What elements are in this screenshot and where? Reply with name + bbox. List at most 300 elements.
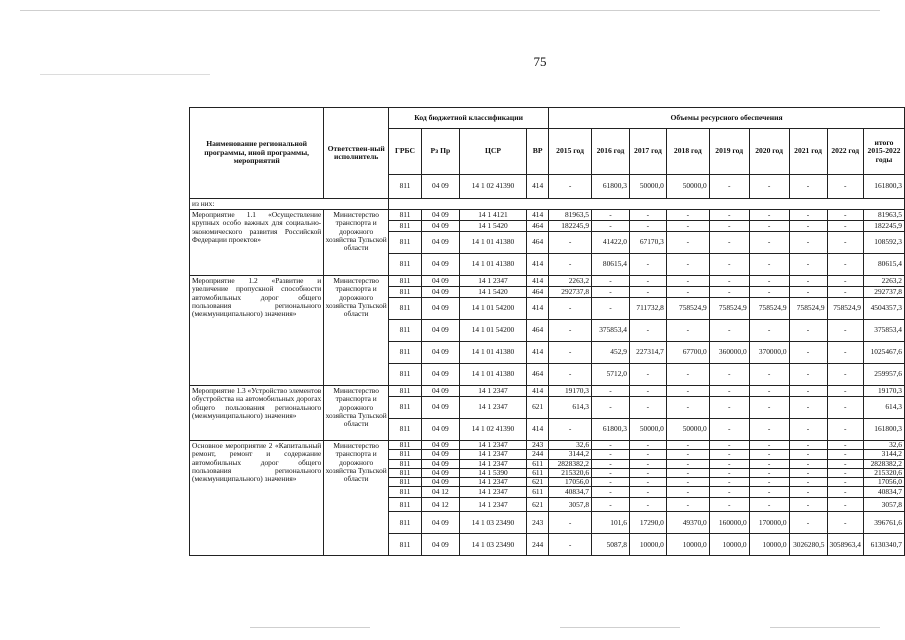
amount-cell: - xyxy=(789,459,827,468)
amount-cell: - xyxy=(592,441,630,450)
amount-cell: - xyxy=(592,276,630,287)
amount-cell: - xyxy=(629,320,666,342)
amount-cell: - xyxy=(629,397,666,419)
code-cell: 811 xyxy=(389,320,422,342)
scan-top-line xyxy=(20,10,880,11)
amount-cell: - xyxy=(666,498,709,512)
code-cell: 414 xyxy=(527,419,549,441)
scan-bottom-line xyxy=(770,627,880,628)
code-cell: 621 xyxy=(527,397,549,419)
amount-cell: - xyxy=(749,459,789,468)
amount-cell: - xyxy=(592,298,630,320)
amount-cell: - xyxy=(789,441,827,450)
amount-cell: 3026280,5 xyxy=(789,534,827,556)
amount-cell: 19170,3 xyxy=(863,386,904,397)
amount-cell: - xyxy=(789,419,827,441)
header-executor: Ответствен-ный исполнитель xyxy=(324,108,389,199)
code-cell: 414 xyxy=(527,276,549,287)
amount-cell: - xyxy=(549,342,592,364)
header-rzpr: Рз Пр xyxy=(421,129,459,175)
code-cell: 811 xyxy=(389,276,422,287)
amount-cell: - xyxy=(629,441,666,450)
amount-cell: 3144,2 xyxy=(549,450,592,459)
amount-cell: - xyxy=(629,450,666,459)
code-cell: 04 09 xyxy=(421,397,459,419)
amount-cell: 80615,4 xyxy=(863,254,904,276)
code-cell: 414 xyxy=(527,386,549,397)
amount-cell: - xyxy=(789,287,827,298)
amount-cell: - xyxy=(827,221,863,232)
amount-cell: - xyxy=(749,276,789,287)
cell: - xyxy=(789,175,827,199)
amount-cell: - xyxy=(789,498,827,512)
code-cell: 14 1 03 23490 xyxy=(459,512,526,534)
amount-cell: - xyxy=(789,397,827,419)
amount-cell: - xyxy=(666,397,709,419)
amount-cell: - xyxy=(666,459,709,468)
amount-cell: 2828382,2 xyxy=(549,459,592,468)
amount-cell: - xyxy=(549,298,592,320)
code-cell: 14 1 2347 xyxy=(459,459,526,468)
code-cell: 811 xyxy=(389,459,422,468)
header-2020: 2020 год xyxy=(749,129,789,175)
code-cell: 04 09 xyxy=(421,459,459,468)
amount-cell: 161800,3 xyxy=(863,419,904,441)
amount-cell: - xyxy=(629,221,666,232)
amount-cell: 32,6 xyxy=(549,441,592,450)
amount-cell: - xyxy=(827,450,863,459)
header-2016: 2016 год xyxy=(592,129,630,175)
amount-cell: - xyxy=(666,386,709,397)
code-cell: 811 xyxy=(389,534,422,556)
amount-cell: 160000,0 xyxy=(709,512,749,534)
amount-cell: - xyxy=(666,450,709,459)
code-cell: 14 1 5420 xyxy=(459,287,526,298)
amount-cell: - xyxy=(827,287,863,298)
amount-cell: - xyxy=(749,498,789,512)
header-csr: ЦСР xyxy=(459,129,526,175)
code-cell: 04 09 xyxy=(421,232,459,254)
amount-cell: 758524,9 xyxy=(666,298,709,320)
code-cell: 611 xyxy=(527,459,549,468)
amount-cell: - xyxy=(827,364,863,386)
amount-cell: 182245,9 xyxy=(863,221,904,232)
amount-cell: 227314,7 xyxy=(629,342,666,364)
amount-cell: 292737,8 xyxy=(549,287,592,298)
subheading-iz-nih: из них: xyxy=(190,199,389,210)
code-cell: 621 xyxy=(527,498,549,512)
header-2017: 2017 год xyxy=(629,129,666,175)
amount-cell: - xyxy=(592,397,630,419)
amount-cell: 81963,5 xyxy=(549,210,592,221)
code-cell: 14 1 01 54200 xyxy=(459,298,526,320)
amount-cell: - xyxy=(549,534,592,556)
amount-cell: - xyxy=(592,210,630,221)
header-name: Наименование региональной программы, иной программы, мероприятий xyxy=(190,108,324,199)
cell: 14 1 02 41390 xyxy=(459,175,526,199)
code-cell: 621 xyxy=(527,478,549,487)
amount-cell: 614,3 xyxy=(863,397,904,419)
code-cell: 811 xyxy=(389,478,422,487)
cell: 50000,0 xyxy=(666,175,709,199)
m4-name: Основное мероприятие 2 «Капитальный ремонт, ремонт и содержание автомобильных дорог общего пользования регионального (межмуниципального) значения» xyxy=(190,441,324,556)
amount-cell: - xyxy=(592,487,630,498)
code-cell: 243 xyxy=(527,441,549,450)
code-cell: 14 1 01 41380 xyxy=(459,364,526,386)
code-cell: 14 1 2347 xyxy=(459,478,526,487)
amount-cell: - xyxy=(629,478,666,487)
code-cell: 811 xyxy=(389,221,422,232)
amount-cell: - xyxy=(749,320,789,342)
cell: 414 xyxy=(527,175,549,199)
amount-cell: - xyxy=(827,342,863,364)
code-cell: 811 xyxy=(389,254,422,276)
amount-cell: - xyxy=(827,210,863,221)
amount-cell: 2263,2 xyxy=(549,276,592,287)
amount-cell: - xyxy=(827,512,863,534)
code-cell: 414 xyxy=(527,254,549,276)
amount-cell: 758524,9 xyxy=(827,298,863,320)
amount-cell: 758524,9 xyxy=(789,298,827,320)
amount-cell: 32,6 xyxy=(863,441,904,450)
amount-cell: - xyxy=(789,342,827,364)
amount-cell: - xyxy=(666,441,709,450)
m3-name: Мероприятие 1.3 «Устройство элементов обустройства на автомобильных дорогах общего пользования регионального (межмуниципального) значения» xyxy=(190,386,324,441)
amount-cell: - xyxy=(749,210,789,221)
amount-cell: - xyxy=(666,210,709,221)
amount-cell: 40834,7 xyxy=(863,487,904,498)
m4-executor: Министерство транспорта и дорожного хозяйства Тульской области xyxy=(324,441,389,556)
code-cell: 811 xyxy=(389,287,422,298)
code-cell: 414 xyxy=(527,210,549,221)
amount-cell: - xyxy=(709,468,749,477)
code-cell: 04 09 xyxy=(421,276,459,287)
code-cell: 464 xyxy=(527,232,549,254)
amount-cell: 360000,0 xyxy=(709,342,749,364)
amount-cell: 215320,6 xyxy=(549,468,592,477)
amount-cell: - xyxy=(549,232,592,254)
amount-cell: 259957,6 xyxy=(863,364,904,386)
amount-cell: - xyxy=(789,478,827,487)
amount-cell: 19170,3 xyxy=(549,386,592,397)
amount-cell: - xyxy=(629,287,666,298)
code-cell: 04 09 xyxy=(421,386,459,397)
cell: 04 09 xyxy=(421,175,459,199)
code-cell: 14 1 5420 xyxy=(459,221,526,232)
amount-cell: - xyxy=(666,487,709,498)
amount-cell: 758524,9 xyxy=(749,298,789,320)
amount-cell: - xyxy=(749,232,789,254)
code-cell: 464 xyxy=(527,364,549,386)
amount-cell: - xyxy=(749,287,789,298)
code-cell: 14 1 2347 xyxy=(459,498,526,512)
amount-cell: - xyxy=(827,386,863,397)
amount-cell: 370000,0 xyxy=(749,342,789,364)
amount-cell: - xyxy=(709,364,749,386)
amount-cell: - xyxy=(666,232,709,254)
amount-cell: - xyxy=(629,386,666,397)
amount-cell: - xyxy=(592,478,630,487)
amount-cell: - xyxy=(827,498,863,512)
code-cell: 611 xyxy=(527,468,549,477)
m2-executor: Министерство транспорта и дорожного хозяйства Тульской области xyxy=(324,276,389,386)
amount-cell: - xyxy=(827,276,863,287)
amount-cell: - xyxy=(789,221,827,232)
amount-cell: - xyxy=(827,320,863,342)
amount-cell: 396761,6 xyxy=(863,512,904,534)
code-cell: 811 xyxy=(389,397,422,419)
code-cell: 811 xyxy=(389,487,422,498)
amount-cell: - xyxy=(789,364,827,386)
amount-cell: - xyxy=(549,512,592,534)
amount-cell: - xyxy=(749,364,789,386)
amount-cell: 182245,9 xyxy=(549,221,592,232)
amount-cell: 17056,0 xyxy=(549,478,592,487)
code-cell: 464 xyxy=(527,287,549,298)
amount-cell: - xyxy=(789,386,827,397)
amount-cell: 80615,4 xyxy=(592,254,630,276)
code-cell: 04 09 xyxy=(421,534,459,556)
page-number: 75 xyxy=(533,54,547,69)
header-total: итого 2015-2022 годы xyxy=(863,129,904,175)
code-cell: 04 09 xyxy=(421,210,459,221)
code-cell: 414 xyxy=(527,342,549,364)
cell: - xyxy=(549,175,592,199)
cell: - xyxy=(709,175,749,199)
amount-cell: 292737,8 xyxy=(863,287,904,298)
amount-cell: 5712,0 xyxy=(592,364,630,386)
amount-cell: - xyxy=(666,276,709,287)
amount-cell: 614,3 xyxy=(549,397,592,419)
amount-cell: 101,6 xyxy=(592,512,630,534)
amount-cell: 758524,9 xyxy=(709,298,749,320)
amount-cell: - xyxy=(709,487,749,498)
code-cell: 414 xyxy=(527,298,549,320)
amount-cell: - xyxy=(629,487,666,498)
header-volume-group: Объемы ресурсного обеспечения xyxy=(549,108,905,129)
m1-name: Мероприятие 1.1 «Осуществление крупных особо важных для социально-экономического развития Российской Федерации проектов» xyxy=(190,210,324,276)
resource-table xyxy=(189,107,905,556)
amount-cell: 5087,8 xyxy=(592,534,630,556)
amount-cell: - xyxy=(749,221,789,232)
header-2018: 2018 год xyxy=(666,129,709,175)
amount-cell: - xyxy=(629,254,666,276)
amount-cell: - xyxy=(666,221,709,232)
amount-cell: 49370,0 xyxy=(666,512,709,534)
cell: 811 xyxy=(389,175,422,199)
amount-cell: - xyxy=(549,254,592,276)
code-cell: 811 xyxy=(389,512,422,534)
amount-cell: - xyxy=(749,487,789,498)
scan-top-line-short xyxy=(40,74,210,75)
code-cell: 14 1 01 41380 xyxy=(459,232,526,254)
amount-cell: - xyxy=(549,320,592,342)
amount-cell: - xyxy=(666,364,709,386)
amount-cell: - xyxy=(592,468,630,477)
code-cell: 811 xyxy=(389,386,422,397)
code-cell: 811 xyxy=(389,232,422,254)
amount-cell: - xyxy=(827,419,863,441)
code-cell: 14 1 2347 xyxy=(459,487,526,498)
code-cell: 04 09 xyxy=(421,478,459,487)
amount-cell: - xyxy=(709,498,749,512)
code-cell: 811 xyxy=(389,441,422,450)
code-cell: 464 xyxy=(527,221,549,232)
code-cell: 244 xyxy=(527,450,549,459)
amount-cell: - xyxy=(827,232,863,254)
amount-cell: - xyxy=(666,320,709,342)
amount-cell: 170000,0 xyxy=(749,512,789,534)
header-2015: 2015 год xyxy=(549,129,592,175)
amount-cell: 711732,8 xyxy=(629,298,666,320)
scan-bottom-line xyxy=(560,627,680,628)
code-cell: 04 09 xyxy=(421,254,459,276)
amount-cell: - xyxy=(789,232,827,254)
amount-cell: - xyxy=(749,397,789,419)
amount-cell: - xyxy=(549,364,592,386)
amount-cell: 67170,3 xyxy=(629,232,666,254)
amount-cell: 10000,0 xyxy=(749,534,789,556)
code-cell: 243 xyxy=(527,512,549,534)
amount-cell: 17056,0 xyxy=(863,478,904,487)
code-cell: 14 1 01 54200 xyxy=(459,320,526,342)
code-cell: 04 09 xyxy=(421,441,459,450)
amount-cell: 3057,8 xyxy=(863,498,904,512)
amount-cell: - xyxy=(709,232,749,254)
amount-cell: 2263,2 xyxy=(863,276,904,287)
amount-cell: 81963,5 xyxy=(863,210,904,221)
code-cell: 04 09 xyxy=(421,287,459,298)
code-cell: 811 xyxy=(389,419,422,441)
amount-cell: - xyxy=(666,254,709,276)
code-cell: 14 1 03 23490 xyxy=(459,534,526,556)
amount-cell: - xyxy=(789,210,827,221)
m1-executor: Министерство транспорта и дорожного хозяйства Тульской области xyxy=(324,210,389,276)
code-cell: 811 xyxy=(389,298,422,320)
cell: - xyxy=(827,175,863,199)
code-cell: 04 09 xyxy=(421,419,459,441)
amount-cell: - xyxy=(666,478,709,487)
m3-executor: Министерство транспорта и дорожного хозяйства Тульской области xyxy=(324,386,389,441)
amount-cell: - xyxy=(749,254,789,276)
code-cell: 464 xyxy=(527,320,549,342)
amount-cell: - xyxy=(709,419,749,441)
amount-cell: - xyxy=(749,478,789,487)
code-cell: 14 1 02 41390 xyxy=(459,419,526,441)
amount-cell: - xyxy=(592,221,630,232)
code-cell: 04 12 xyxy=(421,498,459,512)
amount-cell: 1025467,6 xyxy=(863,342,904,364)
code-cell: 04 09 xyxy=(421,512,459,534)
code-cell: 04 12 xyxy=(421,487,459,498)
code-cell: 14 1 4121 xyxy=(459,210,526,221)
amount-cell: 3144,2 xyxy=(863,450,904,459)
code-cell: 811 xyxy=(389,210,422,221)
amount-cell: 4504357,3 xyxy=(863,298,904,320)
code-cell: 14 1 5390 xyxy=(459,468,526,477)
amount-cell: - xyxy=(827,441,863,450)
amount-cell: 17290,0 xyxy=(629,512,666,534)
code-cell: 14 1 2347 xyxy=(459,386,526,397)
amount-cell: - xyxy=(592,459,630,468)
code-cell: 04 09 xyxy=(421,320,459,342)
amount-cell: 10000,0 xyxy=(709,534,749,556)
code-cell: 811 xyxy=(389,450,422,459)
amount-cell: - xyxy=(827,397,863,419)
code-cell: 14 1 2347 xyxy=(459,450,526,459)
amount-cell: - xyxy=(789,320,827,342)
amount-cell: 41422,0 xyxy=(592,232,630,254)
amount-cell: - xyxy=(789,276,827,287)
code-cell: 04 09 xyxy=(421,468,459,477)
header-vr: ВР xyxy=(527,129,549,175)
cell: 50000,0 xyxy=(629,175,666,199)
amount-cell: - xyxy=(709,397,749,419)
amount-cell: - xyxy=(749,441,789,450)
amount-cell: - xyxy=(709,450,749,459)
amount-cell: 375853,4 xyxy=(592,320,630,342)
amount-cell: - xyxy=(789,254,827,276)
cell: 161800,3 xyxy=(863,175,904,199)
amount-cell: 452,9 xyxy=(592,342,630,364)
code-cell: 611 xyxy=(527,487,549,498)
amount-cell: - xyxy=(666,287,709,298)
amount-cell: 50000,0 xyxy=(666,419,709,441)
header-2021: 2021 год xyxy=(789,129,827,175)
code-cell: 244 xyxy=(527,534,549,556)
amount-cell: - xyxy=(827,254,863,276)
code-cell: 14 1 2347 xyxy=(459,276,526,287)
amount-cell: 3057,8 xyxy=(549,498,592,512)
amount-cell: - xyxy=(709,210,749,221)
amount-cell: 40834,7 xyxy=(549,487,592,498)
amount-cell: 215320,6 xyxy=(863,468,904,477)
amount-cell: - xyxy=(629,498,666,512)
code-cell: 04 09 xyxy=(421,364,459,386)
amount-cell: - xyxy=(789,487,827,498)
amount-cell: 10000,0 xyxy=(629,534,666,556)
code-cell: 811 xyxy=(389,342,422,364)
amount-cell: 108592,3 xyxy=(863,232,904,254)
code-cell: 14 1 2347 xyxy=(459,441,526,450)
amount-cell: - xyxy=(789,512,827,534)
cell: 61800,3 xyxy=(592,175,630,199)
m2-name: Мероприятие 1.2 «Развитие и увеличение пропускной способности автомобильных дорог общего пользования регионального (межмуниципального) значения» xyxy=(190,276,324,386)
amount-cell: 10000,0 xyxy=(666,534,709,556)
amount-cell: - xyxy=(709,459,749,468)
code-cell: 04 09 xyxy=(421,221,459,232)
amount-cell: - xyxy=(749,468,789,477)
code-cell: 14 1 01 41380 xyxy=(459,342,526,364)
code-cell: 14 1 2347 xyxy=(459,397,526,419)
amount-cell: - xyxy=(709,386,749,397)
amount-cell: - xyxy=(709,320,749,342)
amount-cell: - xyxy=(827,478,863,487)
amount-cell: - xyxy=(592,287,630,298)
amount-cell: - xyxy=(749,386,789,397)
header-grbs: ГРБС xyxy=(389,129,422,175)
scan-bottom-line xyxy=(250,627,370,628)
amount-cell: - xyxy=(709,478,749,487)
amount-cell: 50000,0 xyxy=(629,419,666,441)
amount-cell: - xyxy=(709,276,749,287)
amount-cell: - xyxy=(592,498,630,512)
amount-cell: - xyxy=(709,287,749,298)
amount-cell: 2828382,2 xyxy=(863,459,904,468)
amount-cell: - xyxy=(749,419,789,441)
amount-cell: - xyxy=(629,210,666,221)
amount-cell: - xyxy=(789,450,827,459)
